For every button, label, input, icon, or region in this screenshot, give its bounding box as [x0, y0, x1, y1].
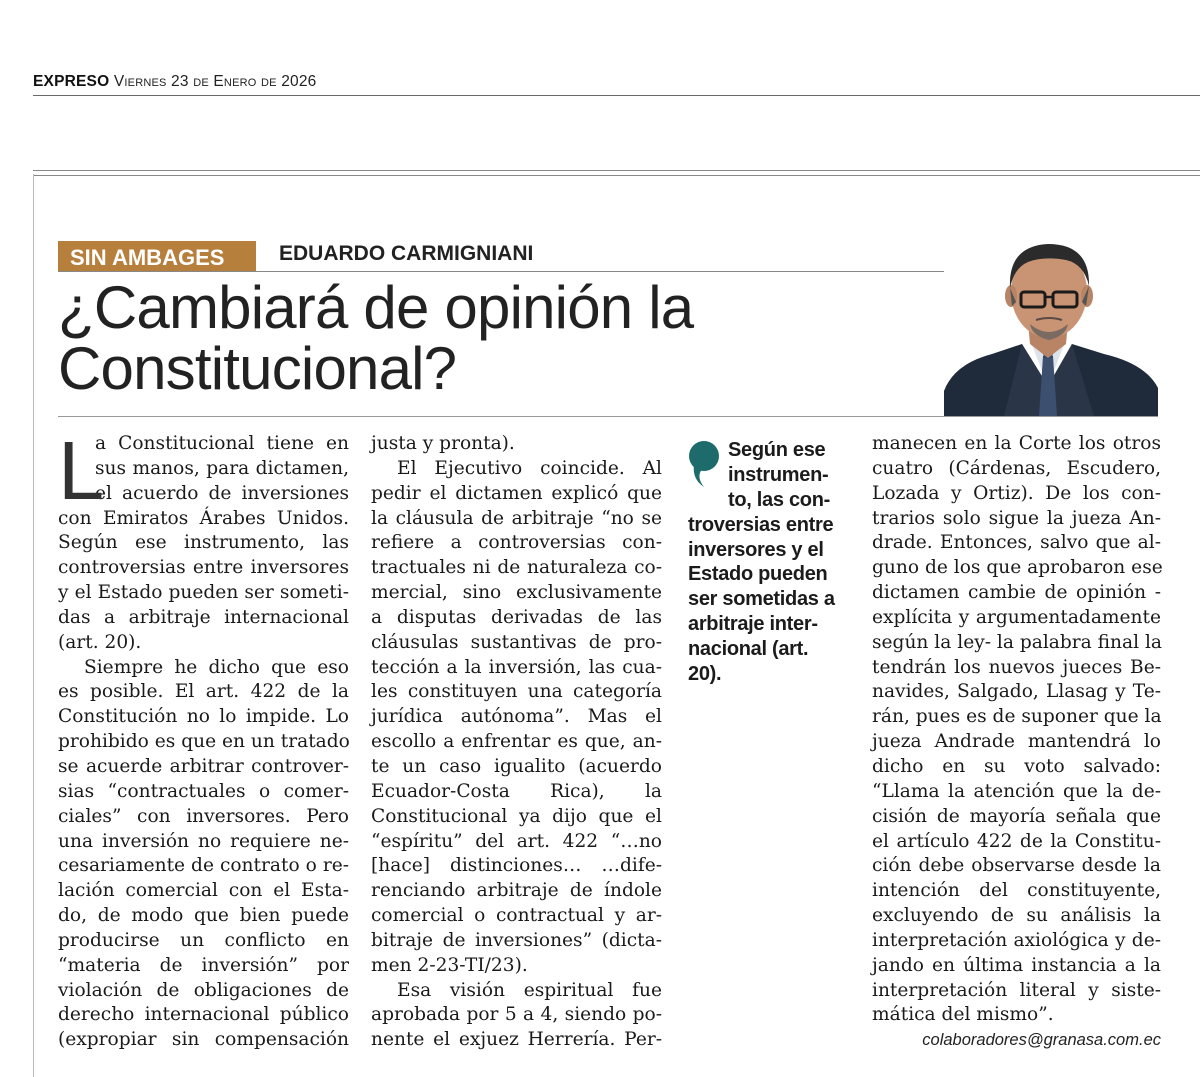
body-line: y el Estado pueden ser someti- [58, 582, 349, 604]
author-portrait-illustration [944, 236, 1158, 416]
body-line: se acuerde arbitrar controver- [58, 755, 349, 777]
body-line: “Llama la atención que la de- [872, 780, 1161, 802]
pull-quote-line: to, las con- [728, 488, 830, 511]
body-line: bitraje de inversiones” (dicta- [371, 929, 662, 951]
article-column-1 [58, 424, 350, 1053]
body-line: sias “contractuales o comer- [58, 780, 349, 802]
body-line: renciando arbitraje de índole [371, 880, 662, 902]
body-line: a disputas derivadas de las [371, 606, 662, 628]
body-line: Constitucional ya dijo que el [371, 805, 662, 827]
contact-email: colaboradores@granasa.com.ec [922, 1031, 1161, 1049]
masthead [33, 73, 317, 91]
body-line: explícita y argumentadamente [872, 606, 1161, 628]
body-line: El Ejecutivo coincide. Al [397, 457, 662, 479]
article-column-3 [872, 432, 1161, 1028]
body-line: Siempre he dicho que eso [84, 656, 349, 678]
body-line: “espíritu” del art. 422 “…no [371, 830, 662, 852]
article-column-2 [371, 432, 662, 1053]
page-divider [33, 170, 1200, 176]
pull-quote-line: inversores y el [688, 538, 824, 561]
pull-quote-line: instrumen- [728, 463, 829, 486]
headline [58, 274, 918, 402]
body-line: [hace] distinciones… …dife- [371, 855, 662, 877]
body-line: jueza Andrade mantendrá lo [872, 731, 1161, 753]
body-line: Esa visión espiritual fue [397, 979, 662, 1001]
body-line: dictamen cambie de opinión - [872, 582, 1161, 604]
body-line: les constituyen una categoría [371, 681, 662, 703]
page-left-border [33, 174, 34, 1077]
body-line: (art. 20). [58, 631, 142, 653]
pull-quote-line: Estado pueden [688, 563, 828, 586]
body-line: Según ese instrumento, las [58, 532, 349, 554]
body-line: “materia de inversión” por [58, 954, 349, 976]
body-line: mercial, sino exclusivamente [371, 582, 662, 604]
body-line: justa y pronta). [371, 433, 515, 454]
headline-line: ¿Cambiará de opinión la [58, 274, 694, 341]
body-line: Constitución no lo impide. Lo [58, 706, 349, 728]
body-line: el acuerdo de inversiones [95, 482, 349, 504]
body-line: trarios solo sigue la jueza An- [872, 507, 1161, 529]
body-line: tractuales ni de naturaleza co- [371, 557, 662, 579]
body-line: (expropiar sin compensación [58, 1029, 349, 1051]
body-line: refiere a controversias con- [371, 532, 662, 554]
body-line: cesariamente de contrato o re- [58, 855, 349, 877]
body-line: tección a la inversión, las cua- [371, 656, 662, 678]
body-line: men 2-23-TI/23). [371, 954, 528, 976]
body-line: pedir el dictamen explicó que [371, 482, 662, 504]
body-line: cisión de mayoría señala que [872, 805, 1161, 827]
body-line: drade. Entonces, salvo que al- [872, 532, 1161, 554]
body-line: dicho en su voto salvado: [872, 755, 1161, 777]
body-line: mática del mismo”. [872, 1004, 1054, 1026]
pull-quote-line: Según ese [728, 439, 826, 461]
masthead-paper-name: EXPRESO [33, 73, 110, 90]
pull-quote-line: nacional (art. [688, 638, 809, 661]
author-name: EDUARDO CARMIGNIANI [279, 242, 534, 265]
body-line: cláusulas sustantivas de pro- [371, 631, 662, 653]
body-line: es posible. El art. 422 de la [58, 681, 349, 703]
body-line: tendrán los nuevos jueces Be- [872, 656, 1161, 678]
body-line: intención del constituyente, [872, 880, 1161, 902]
body-line: jando en última instancia a la [872, 954, 1161, 976]
pull-quote [688, 438, 853, 687]
body-line: excluyendo de su análisis la [872, 905, 1161, 927]
body-line: con Emiratos Árabes Unidos. [58, 507, 349, 529]
body-line: violación de obligaciones de [58, 979, 349, 1001]
body-line: navides, Salgado, Llasag y Te- [872, 681, 1161, 703]
headline-rule [58, 416, 1158, 417]
body-line: do, de modo que bien puede [58, 905, 349, 927]
body-line: das a arbitraje internacional [58, 606, 349, 628]
body-line: interpretación literal y siste- [872, 979, 1161, 1001]
body-line: escollo a enfrentar es que, an- [371, 731, 662, 753]
body-line: según la ley- la palabra final la [872, 631, 1163, 653]
body-line: el artículo 422 de la Constitu- [872, 830, 1161, 852]
body-line: cuatro (Cárdenas, Escudero, [872, 457, 1161, 479]
body-line: ciales” con inversores. Pero [58, 805, 349, 827]
body-line: te un caso igualito (acuerdo [371, 755, 662, 777]
body-line: interpretación axiológica y de- [872, 929, 1161, 951]
body-line: aprobada por 5 a 4, siendo po- [371, 1004, 662, 1026]
body-line: una inversión no requiere ne- [58, 830, 349, 852]
headline-line: Constitucional? [58, 335, 457, 402]
masthead-date: Viernes 23 de Enero de 2026 [113, 73, 317, 90]
pull-quote-line: arbitraje inter- [688, 613, 818, 636]
pull-quote-line: 20). [688, 663, 722, 686]
body-line: manecen en la Corte los otros [872, 433, 1161, 454]
body-line: comercial o contractual y ar- [371, 905, 662, 927]
body-line: ción debe observarse desde la [872, 855, 1161, 877]
body-line: guno de los que aprobaron ese [872, 557, 1163, 579]
body-line: controversias entre inversores [58, 557, 349, 579]
body-line: Lozada y Ortiz). De los con- [872, 482, 1161, 504]
pull-quote-line: ser sometidas a [688, 588, 835, 611]
body-line: derecho internacional público [58, 1004, 349, 1026]
masthead-rule [33, 95, 1200, 96]
body-line: producirse un conflicto en [58, 929, 349, 951]
section-tag: SIN AMBAGES [58, 241, 256, 272]
pull-quote-line: troversias entre [688, 513, 834, 536]
body-line: Ecuador-Costa Rica), la [371, 780, 662, 802]
body-line: jurídica autónoma”. Mas el [371, 706, 662, 728]
body-line: a Constitucional tiene en [95, 433, 349, 454]
body-line: la cláusula de arbitraje “no se [371, 507, 662, 529]
body-line: sus manos, para dictamen, [95, 457, 349, 479]
body-line: prohibido es que en un tratado [58, 731, 350, 753]
body-line: rán, pues es de suponer que la [872, 706, 1162, 728]
body-line: lación comercial con el Esta- [58, 880, 349, 902]
author-photo [944, 236, 1158, 416]
drop-cap: L [58, 424, 105, 517]
body-line: nente el exjuez Herrería. Per- [371, 1029, 662, 1051]
